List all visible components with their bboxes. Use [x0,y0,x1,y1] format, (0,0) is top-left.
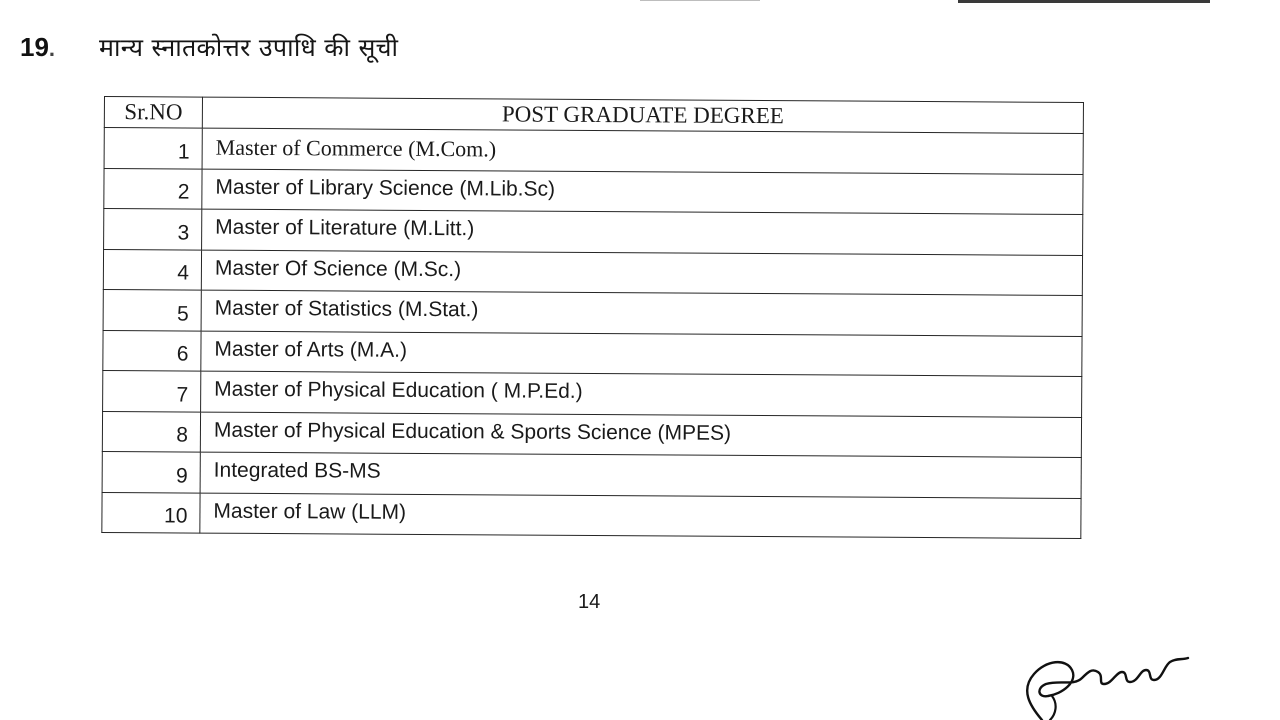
row-degree: Master of Law (LLM) [200,493,1081,539]
section-heading [20,30,398,64]
top-edge-rule [958,0,1210,3]
row-srno: 7 [103,370,201,411]
row-srno: 9 [102,451,200,492]
table-row [102,451,1081,497]
row-srno: 2 [104,168,202,209]
row-degree: Master of Statistics (M.Stat.) [201,290,1082,336]
column-header-srno: Sr.NO [104,97,202,129]
table-row [103,249,1082,295]
page-number: 14 [578,591,601,613]
row-degree: Master of Physical Education & Sports Science (MPES) [200,412,1081,458]
table-row [103,289,1082,335]
section-title: मान्य स्नातकोत्तर उपाधि की सूची [99,33,399,62]
row-degree: Master of Library Science (M.Lib.Sc) [202,169,1083,215]
row-srno: 5 [103,289,201,330]
row-degree: Master Of Science (M.Sc.) [201,250,1082,296]
row-srno: 8 [102,411,200,452]
table-row [104,168,1083,214]
section-number: 19 [20,32,49,62]
row-degree: Master of Commerce (M.Com.) [202,128,1083,174]
row-degree: Master of Arts (M.A.) [201,331,1082,377]
row-degree: Master of Literature (M.Litt.) [202,209,1083,255]
column-header-degree: POST GRADUATE DEGREE [202,97,1083,133]
handwritten-signature-icon [1012,640,1202,720]
table-row [103,330,1082,376]
row-srno: 1 [104,128,202,169]
table-row [103,370,1082,416]
row-srno: 6 [103,330,201,371]
section-number-dot: . [48,36,56,61]
row-srno: 3 [104,209,202,250]
row-srno: 4 [103,249,201,290]
top-edge-line [640,0,760,1]
degree-table [101,96,1084,539]
table-row [104,128,1083,174]
row-degree: Integrated BS-MS [200,452,1081,498]
table-row [102,492,1081,538]
table-row [102,411,1081,457]
table-row [104,209,1083,255]
row-degree: Master of Physical Education ( M.P.Ed.) [201,371,1082,417]
row-srno: 10 [102,492,200,533]
